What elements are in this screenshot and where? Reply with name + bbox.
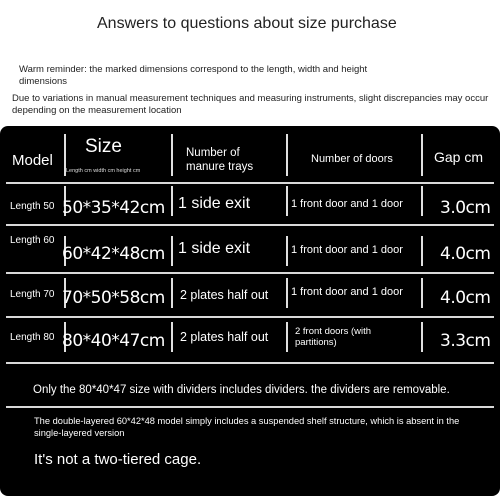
page-title: Answers to questions about size purchase xyxy=(97,15,397,32)
row-divider xyxy=(6,316,494,318)
table-row-trays: 2 plates half out xyxy=(180,288,269,302)
table-row-doors: 2 front doors (with partitions) xyxy=(295,326,372,348)
col-header-trays: Number of manure trays xyxy=(186,147,254,173)
table-row-trays: 1 side exit xyxy=(178,195,251,212)
row-divider xyxy=(6,272,494,274)
table-row-gap: 3.0cm xyxy=(440,198,491,218)
table-row-doors: 1 front door and 1 door xyxy=(291,244,403,256)
column-divider xyxy=(286,134,288,176)
table-row-gap: 3.3cm xyxy=(440,331,491,351)
table-row-size: 80*40*47cm xyxy=(62,331,165,351)
table-row-trays: 1 side exit xyxy=(178,240,251,257)
column-divider xyxy=(286,322,288,352)
column-divider xyxy=(421,322,423,352)
table-row-model: Length 60 xyxy=(10,235,55,246)
row-divider xyxy=(6,406,494,408)
column-divider xyxy=(286,278,288,308)
row-divider xyxy=(6,182,494,184)
column-divider xyxy=(421,236,423,266)
table-row-model: Length 80 xyxy=(10,332,55,343)
table-row-gap: 4.0cm xyxy=(440,288,491,308)
table-row-size: 60*42*48cm xyxy=(62,244,165,264)
table-row-model: Length 70 xyxy=(10,289,55,300)
col-header-gap: Gap cm xyxy=(434,149,484,165)
column-divider xyxy=(171,134,173,176)
table-row-trays: 2 plates half out xyxy=(180,330,269,344)
row-divider xyxy=(6,362,494,364)
row-divider xyxy=(6,224,494,226)
col-header-size-units: Length cm width cm height cm xyxy=(66,168,141,174)
column-divider xyxy=(286,186,288,216)
table-row-size: 50*35*42cm xyxy=(62,198,165,218)
column-divider xyxy=(421,134,423,176)
table-row-gap: 4.0cm xyxy=(440,244,491,264)
measurement-note: Due to variations in manual measurement techniques and measuring instruments, slight discrepancies may occur depending on the measurement location xyxy=(12,93,489,116)
warm-reminder: Warm reminder: the marked dimensions correspond to the length, width and height dimensions xyxy=(19,64,368,87)
column-divider xyxy=(64,134,66,176)
column-divider xyxy=(286,236,288,266)
column-divider xyxy=(421,186,423,216)
size-table-panel xyxy=(0,126,500,496)
cage-note: It's not a two-tiered cage. xyxy=(34,451,202,468)
col-header-size: Size xyxy=(85,136,122,157)
table-row-model: Length 50 xyxy=(10,201,55,212)
shelf-note: The double-layered 60*42*48 model simply includes a suspended shelf structure, which is absent in the single-layered version xyxy=(34,416,460,438)
col-header-doors: Number of doors xyxy=(311,153,393,165)
table-row-size: 70*50*58cm xyxy=(62,288,165,308)
col-header-model: Model xyxy=(12,152,53,169)
table-row-doors: 1 front door and 1 door xyxy=(291,286,403,298)
column-divider xyxy=(421,278,423,308)
table-row-doors: 1 front door and 1 door xyxy=(291,198,403,210)
divider-note: Only the 80*40*47 size with dividers includes dividers. the dividers are removable. xyxy=(33,384,450,396)
